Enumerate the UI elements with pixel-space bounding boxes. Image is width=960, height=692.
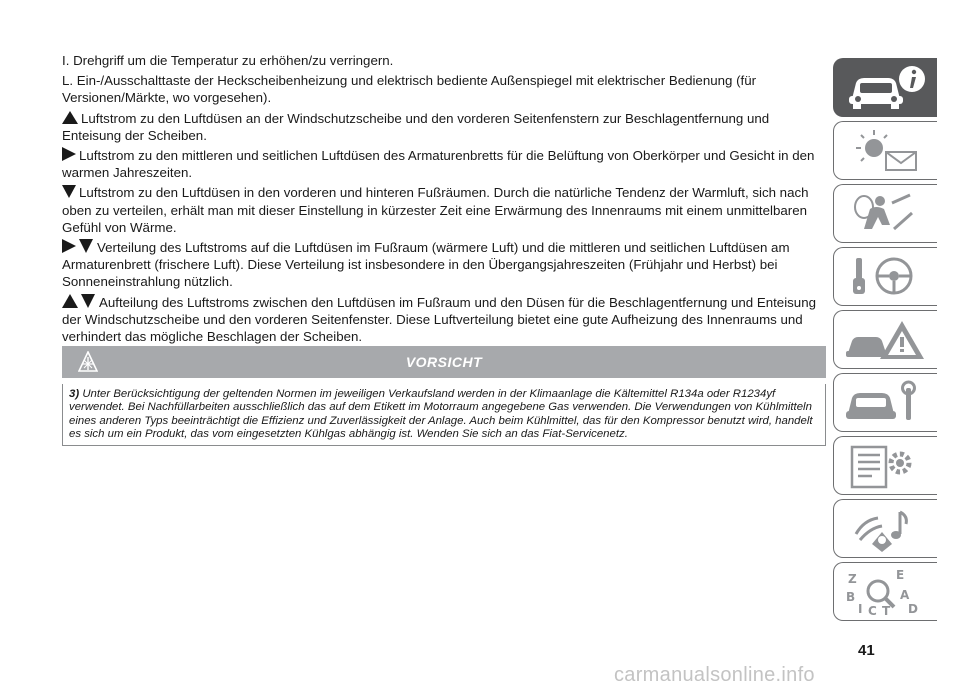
tab-maintenance[interactable] (833, 373, 937, 432)
caution-note-number: 3) (69, 388, 80, 400)
paragraph-airflow-dashboard (62, 147, 826, 181)
caution-note-text: Unter Berücksichtigung der geltenden Normen im jeweiligen Verkaufsland werden in der Klimaanlage die Kältemittel R134a oder R1234yf verwendet. Bei Nachfüllarbeiten ausschließlich das auf dem Etikett im Motorraum angegebene Gas verwenden. Die Verwendungen von Kühlmitteln eines anderen Typs beeinträchtigt die Effizienz und Zuverlässigkeit der Anlage. Auch beim Kühlmittel, das für den Kompressor benutzt wird, handelt es sich um ein Produkt, das vom eingesetzten Kühlgas abhängig ist. Wenden Sie sich an das Fiat-Servicenetz. (69, 388, 813, 441)
arrow-up-left-icon (62, 111, 78, 124)
arrow-right-down-icon (62, 239, 94, 253)
arrow-down-icon (62, 185, 76, 198)
airflow-windscreen-text: Luftstrom zu den Luftdüsen an der Windschutzscheibe und den vorderen Seitenfenstern zur Beschlagentfernung und Enteisung der Scheiben. (62, 110, 770, 143)
refrigerant-warning-icon (78, 351, 98, 373)
svg-text:Z: Z (848, 572, 857, 586)
tab-starting[interactable] (833, 247, 937, 306)
emergency-icon (842, 315, 932, 365)
tab-index[interactable] (833, 562, 937, 621)
car-maintenance-icon (842, 378, 932, 428)
airflow-footwell-text: Luftstrom zu den Luftdüsen in den vorderen und hinteren Fußräumen. Durch die natürliche Tendenz der Warmluft, sich nach oben zu verteilen, erhält man mit dieser Einstellung in kürzester Zeit eine Erwärmung des Innenraums mit einem unmittelbaren Gefühl von Wärme. (62, 185, 809, 235)
svg-text:C: C (868, 604, 877, 617)
svg-text:B: B (846, 590, 856, 604)
paragraph-airflow-footwell-windscreen (62, 294, 826, 346)
page-number: 41 (858, 642, 875, 659)
watermark: carmanualsonline.info (614, 664, 815, 686)
airflow-dashboard-text: Luftstrom zu den mittleren und seitlichen Luftdüsen des Armaturenbretts für die Belüftung von Oberkörper und Gesicht in den warmen Jahreszeiten. (62, 148, 815, 181)
caution-text-box (62, 384, 826, 446)
arrow-up-down-icon (62, 294, 96, 308)
paragraph-airflow-footwell-dashboard (62, 239, 826, 291)
airbag-safety-icon (842, 189, 932, 239)
svg-text:T: T (882, 604, 891, 617)
tab-safety[interactable] (833, 184, 937, 243)
arrow-right-icon (62, 147, 76, 161)
paragraph-airflow-windscreen (62, 110, 826, 144)
svg-text:A: A (900, 588, 910, 602)
paragraph-item-i: I. Drehgriff um die Temperatur zu erhöhen/zu verringern. (62, 53, 394, 68)
tab-warning-lights[interactable] (833, 121, 937, 180)
svg-text:I: I (858, 602, 863, 616)
paragraph-item-l: L. Ein-/Ausschalttaste der Heckscheibenheizung und elektrisch bediente Außenspiegel mit elektrischer Bedienung (für Versionen/Märkte, wo vorgesehen). (62, 73, 757, 106)
svg-text:E: E (896, 568, 905, 582)
warning-lights-icon (842, 126, 932, 176)
airflow-footwell-dashboard-text: Verteilung des Luftstroms auf die Luftdüsen im Fußraum (wärmere Luft) und die mittleren und seitlichen Luftdüsen am Armaturenbrett (frischere Luft). Diese Verteilung ist insbesondere in den Übergangsjahreszeiten (Frühjahr und Herbst) bei Sonneneinstrahlung nützlich. (62, 240, 790, 290)
key-steering-icon (842, 252, 932, 302)
paragraph-airflow-footwell (62, 184, 826, 236)
page-body (62, 52, 826, 348)
tab-car-info[interactable] (833, 58, 937, 117)
technical-data-icon (842, 441, 932, 491)
car-info-icon (842, 63, 932, 113)
multimedia-icon (842, 504, 932, 554)
tab-multimedia[interactable] (833, 499, 937, 558)
caution-header (62, 346, 826, 378)
tab-emergency[interactable] (833, 310, 937, 369)
index-icon (842, 567, 932, 617)
caution-title: VORSICHT (405, 354, 483, 370)
airflow-footwell-windscreen-text: Aufteilung des Luftstroms zwischen den Luftdüsen im Fußraum und den Düsen für die Beschlagentfernung und Enteisung der Windschutzscheibe und den vorderen Seitenfenster. Diese Luftverteilung bietet eine gute Aufheizung des Innenraums und verhindert das mögliche Beschlagen der Scheiben. (62, 294, 816, 345)
tab-technical-data[interactable] (833, 436, 937, 495)
caution-box (62, 346, 826, 446)
svg-text:D: D (908, 602, 918, 616)
